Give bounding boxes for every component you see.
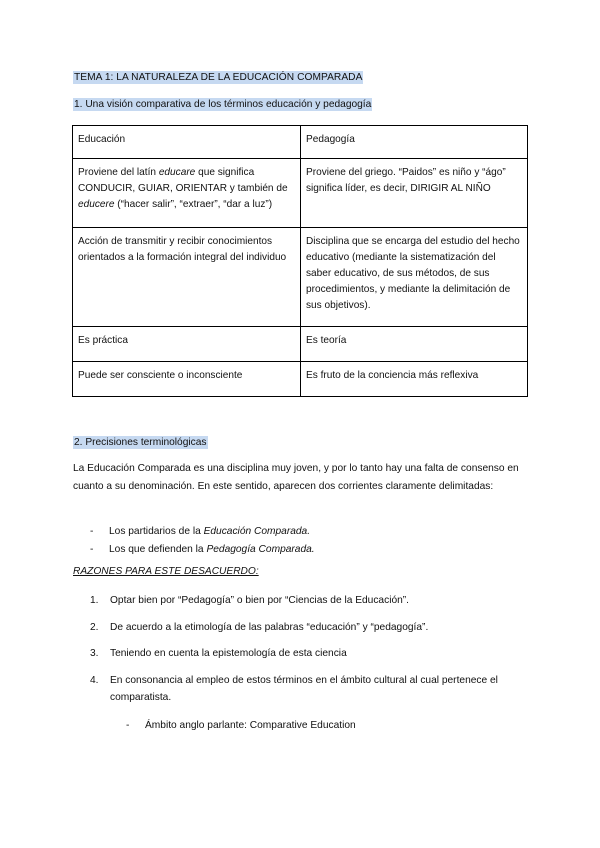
comparison-table bbox=[72, 125, 528, 397]
section-2-heading bbox=[73, 437, 208, 448]
section-2-heading-text: 2. Precisiones terminológicas bbox=[74, 437, 207, 448]
cell-educacion-definition: Acción de transmitir y recibir conocimientos orientados a la formación integral del individuo bbox=[73, 228, 301, 327]
list-item: 2. De acuerdo a la etimología de las palabras “educación” y “pedagogía”. bbox=[90, 621, 429, 633]
cell-educacion-consciousness: Puede ser consciente o inconsciente bbox=[73, 362, 301, 397]
section-1-heading bbox=[73, 99, 372, 110]
list-item: 1. Optar bien por “Pedagogía” o bien por “Ciencias de la Educación”. bbox=[90, 595, 410, 606]
list-item: 4. En consonancia al empleo de estos términos en el ámbito cultural al cual pertenece el comparatista. bbox=[90, 674, 498, 703]
currents-list bbox=[90, 523, 315, 558]
list-item: - Los que defienden la Pedagogía Comparada. bbox=[90, 543, 315, 555]
list-item: - Los partidarios de la Educación Comparada. bbox=[90, 526, 311, 537]
reasons-title: RAZONES PARA ESTE DESACUERDO: bbox=[73, 566, 259, 577]
cell-educacion-origin: Proviene del latín educare que significa CONDUCIR, GUIAR, ORIENTAR y también de educere (“hacer salir”, “extraer”, “dar a luz”) bbox=[73, 159, 301, 228]
cell-educacion-practice: Es práctica bbox=[73, 327, 301, 362]
document-title bbox=[73, 72, 363, 83]
header-pedagogia: Pedagogía bbox=[301, 126, 528, 159]
table-row bbox=[73, 327, 528, 362]
cell-pedagogia-origin: Proviene del griego. “Paidos” es niño y “ágo” significa líder, es decir, DIRIGIR AL NIÑO bbox=[301, 159, 528, 228]
section-1-heading-text: 1. Una visión comparativa de los términos educación y pedagogía bbox=[74, 99, 372, 110]
table-header-row bbox=[73, 126, 528, 159]
header-educacion: Educación bbox=[73, 126, 301, 159]
list-item: 3. Teniendo en cuenta la epistemología de esta ciencia bbox=[90, 648, 347, 659]
section-2-paragraph: La Educación Comparada es una disciplina muy joven, y por lo tanto hay una falta de consenso en cuanto a su denominación. En este sentido, aparecen dos corrientes claramente delimitadas: bbox=[73, 463, 519, 492]
title-text: TEMA 1: LA NATURALEZA DE LA EDUCACIÓN COMPARADA bbox=[74, 72, 363, 83]
sub-list-item: - Ámbito anglo parlante: Comparative Education bbox=[126, 720, 356, 731]
table-row bbox=[73, 159, 528, 228]
cell-pedagogia-definition: Disciplina que se encarga del estudio del hecho educativo (mediante la sistematización del saber educativo, de sus métodos, de sus procedimientos, y mediante la delimitación de sus objetivos). bbox=[301, 228, 528, 327]
cell-pedagogia-reflection: Es fruto de la conciencia más reflexiva bbox=[301, 362, 528, 397]
cell-pedagogia-theory: Es teoría bbox=[301, 327, 528, 362]
table-row bbox=[73, 228, 528, 327]
reasons-list bbox=[90, 592, 530, 716]
table-row bbox=[73, 362, 528, 397]
